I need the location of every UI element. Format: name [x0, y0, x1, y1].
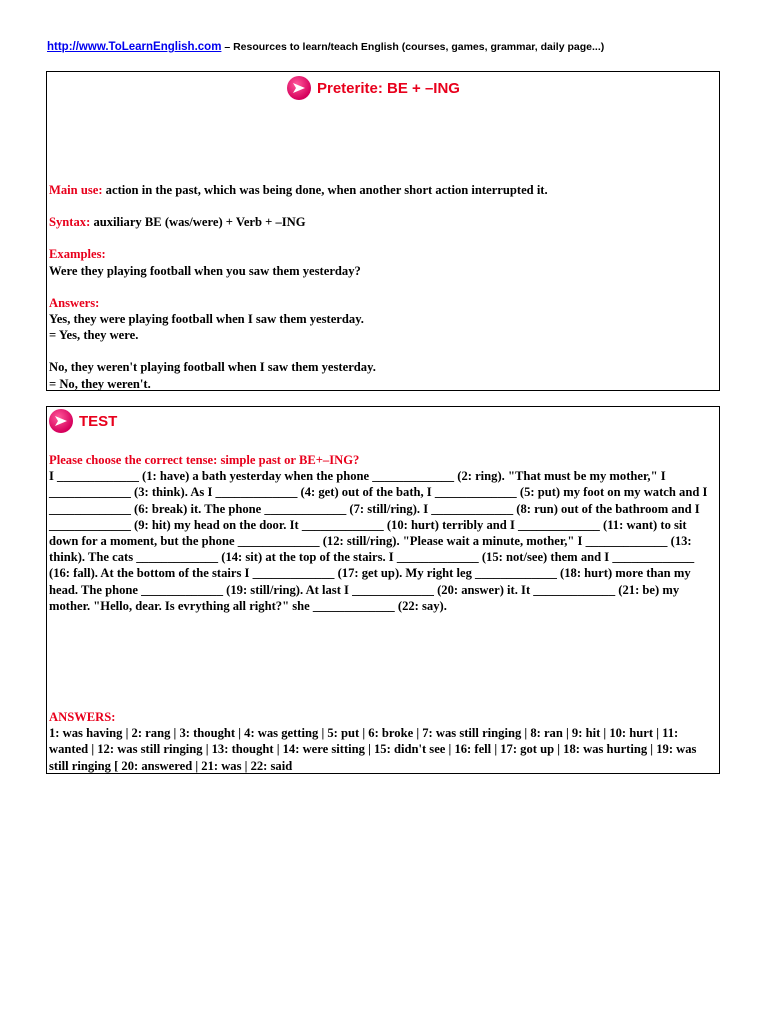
main-use	[49, 182, 715, 198]
grammar-content	[49, 182, 715, 392]
arrow-circle-icon	[49, 409, 73, 433]
answer-2-short: = No, they weren't.	[49, 376, 151, 391]
test-answers-label: ANSWERS:	[49, 710, 116, 724]
test-section	[46, 406, 720, 774]
test-answers-text: 1: was having | 2: rang | 3: thought | 4: was getting | 5: put | 6: broke | 7: was still ringing | 8: ran | 9: hit | 10: hurt | 11: wanted | 12: was still ringing | 13: thought | 14: were sitting | 15: didn't see | 16: fell | 17: got up | 18: was hurting | 19: was still ringing [ 20: answered | 21: was | 22: said	[49, 726, 697, 773]
header-tagline: – Resources to learn/teach English (courses, games, grammar, daily page...)	[221, 41, 605, 53]
section-title	[287, 76, 460, 100]
test-instruction: Please choose the correct tense: simple past or BE+–ING?	[49, 453, 360, 467]
test-content	[49, 452, 715, 614]
example-sentence: Were they playing football when you saw them yesterday?	[49, 263, 361, 278]
examples-label: Examples:	[49, 247, 106, 262]
page-header	[47, 41, 727, 53]
syntax-label: Syntax:	[49, 215, 91, 230]
syntax	[49, 214, 715, 230]
grammar-section	[46, 71, 720, 391]
test-title	[49, 409, 117, 433]
syntax-text: auxiliary BE (was/were) + Verb + –ING	[90, 215, 306, 230]
answer-1-short: = Yes, they were.	[49, 328, 139, 343]
arrow-circle-icon	[287, 76, 311, 100]
exercise-text: I _____________ (1: have) a bath yesterday when the phone _____________ (2: ring). "That must be my mother," I _____________ (3: think). As I _____________ (4: get) out of the bath, I _____________ (5: put) my foot on my watch and I _____________ (6: break) it. The phone _____________ (7: still/ring). I _____________ (8: run) out of the bathroom and I _____________ (9: hit) my head on the door. It _____________ (10: hurt) terribly and I _____________ (11: want) to sit down for a moment, but the phone _____________ (12: still/ring). "Please wait a minute, mother," I _____________ (13: think). The cats _____________ (14: sit) at the top of the stairs. I _____________ (15: not/see) them and I _____________ (16: fall). At the bottom of the stairs I _____________ (17: get up). My right leg _____________ (18: hurt) more than my head. The phone _____________ (19: still/ring). At last I _____________ (20: answer) it. It _____________ (21: be) my mother. "Hello, dear. Is evrything all right?" she _____________ (22: say).	[49, 469, 708, 613]
main-use-text: action in the past, which was being done, when another short action interrupted it.	[102, 183, 548, 197]
test-title-text: TEST	[79, 412, 118, 430]
site-link[interactable]: http://www.ToLearnEnglish.com	[47, 41, 222, 53]
main-use-label: Main use:	[49, 183, 103, 197]
section-title-text: Preterite: BE + –ING	[317, 79, 460, 97]
answers-label: Answers:	[49, 295, 100, 310]
answer-2: No, they weren't playing football when I saw them yesterday.	[49, 360, 376, 375]
answers-block	[49, 709, 715, 774]
answer-1: Yes, they were playing football when I saw them yesterday.	[49, 312, 364, 327]
